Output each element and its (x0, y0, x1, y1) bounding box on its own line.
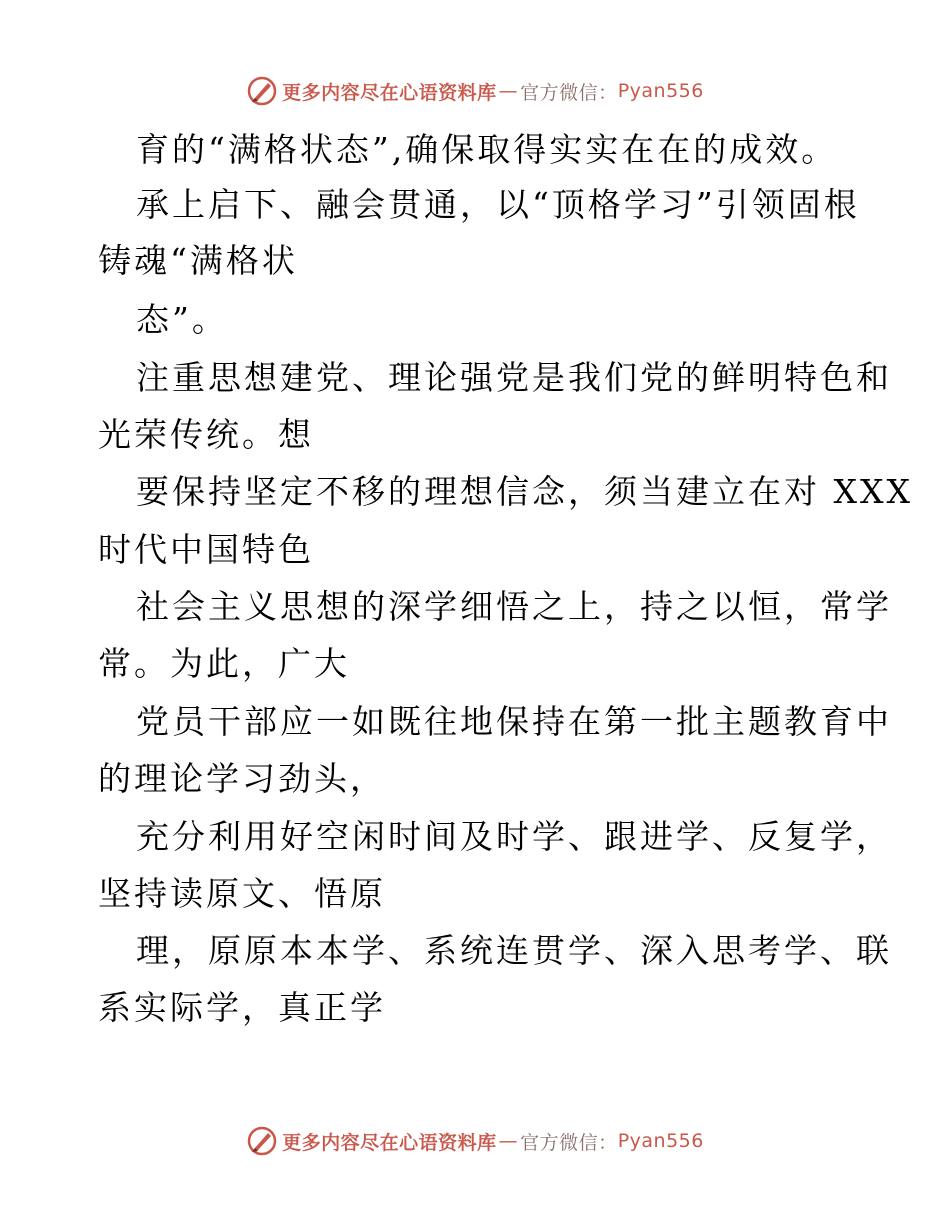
quill-pen-logo-icon (246, 1125, 278, 1157)
body-line: 铸魂“满格状 (98, 241, 298, 280)
body-line: 承上启下、融会贯通，以“顶格学习”引领固根 (136, 185, 860, 224)
body-line: 注重思想建党、理论强党是我们党的鲜明特色和 (136, 358, 892, 397)
body-line: 育的“满格状态”,确保取得实实在在的成效。 (136, 130, 838, 169)
body-line: 常。为此，广大 (98, 644, 350, 683)
body-line: 光荣传统。想 (98, 415, 314, 454)
body-line: 充分利用好空闲时间及时学、跟进学、反复学， (136, 817, 892, 856)
header-watermark (0, 71, 950, 111)
body-line: 党员干部应一如既往地保持在第一批主题教育中 (136, 702, 892, 741)
body-line: 系实际学，真正学 (98, 988, 386, 1027)
watermark-wechat-id: Pyan556 (617, 80, 704, 102)
body-line: 理，原原本本学、系统连贯学、深入思考学、联 (136, 931, 892, 970)
body-line: 坚持读原文、悟原 (98, 874, 386, 913)
watermark-main-text: 更多内容尽在心语资料库 (282, 1131, 497, 1154)
body-line: 时代中国特色 (98, 530, 314, 569)
watermark-separator: — (498, 80, 519, 102)
watermark-label: 官方微信： (520, 81, 618, 104)
watermark-wechat-id: Pyan556 (617, 1130, 704, 1152)
body-line: 要保持坚定不移的理想信念，须当建立在对 XXX (136, 472, 913, 511)
watermark-separator: — (498, 1130, 519, 1152)
quill-pen-logo-icon (246, 75, 278, 107)
body-line: 态”。 (136, 300, 228, 339)
watermark-main-text: 更多内容尽在心语资料库 (282, 81, 497, 104)
watermark-label: 官方微信： (520, 1131, 618, 1154)
footer-watermark (0, 1121, 950, 1161)
body-line: 的理论学习劲头， (98, 759, 386, 798)
body-line: 社会主义思想的深学细悟之上，持之以恒，常学 (136, 587, 892, 626)
